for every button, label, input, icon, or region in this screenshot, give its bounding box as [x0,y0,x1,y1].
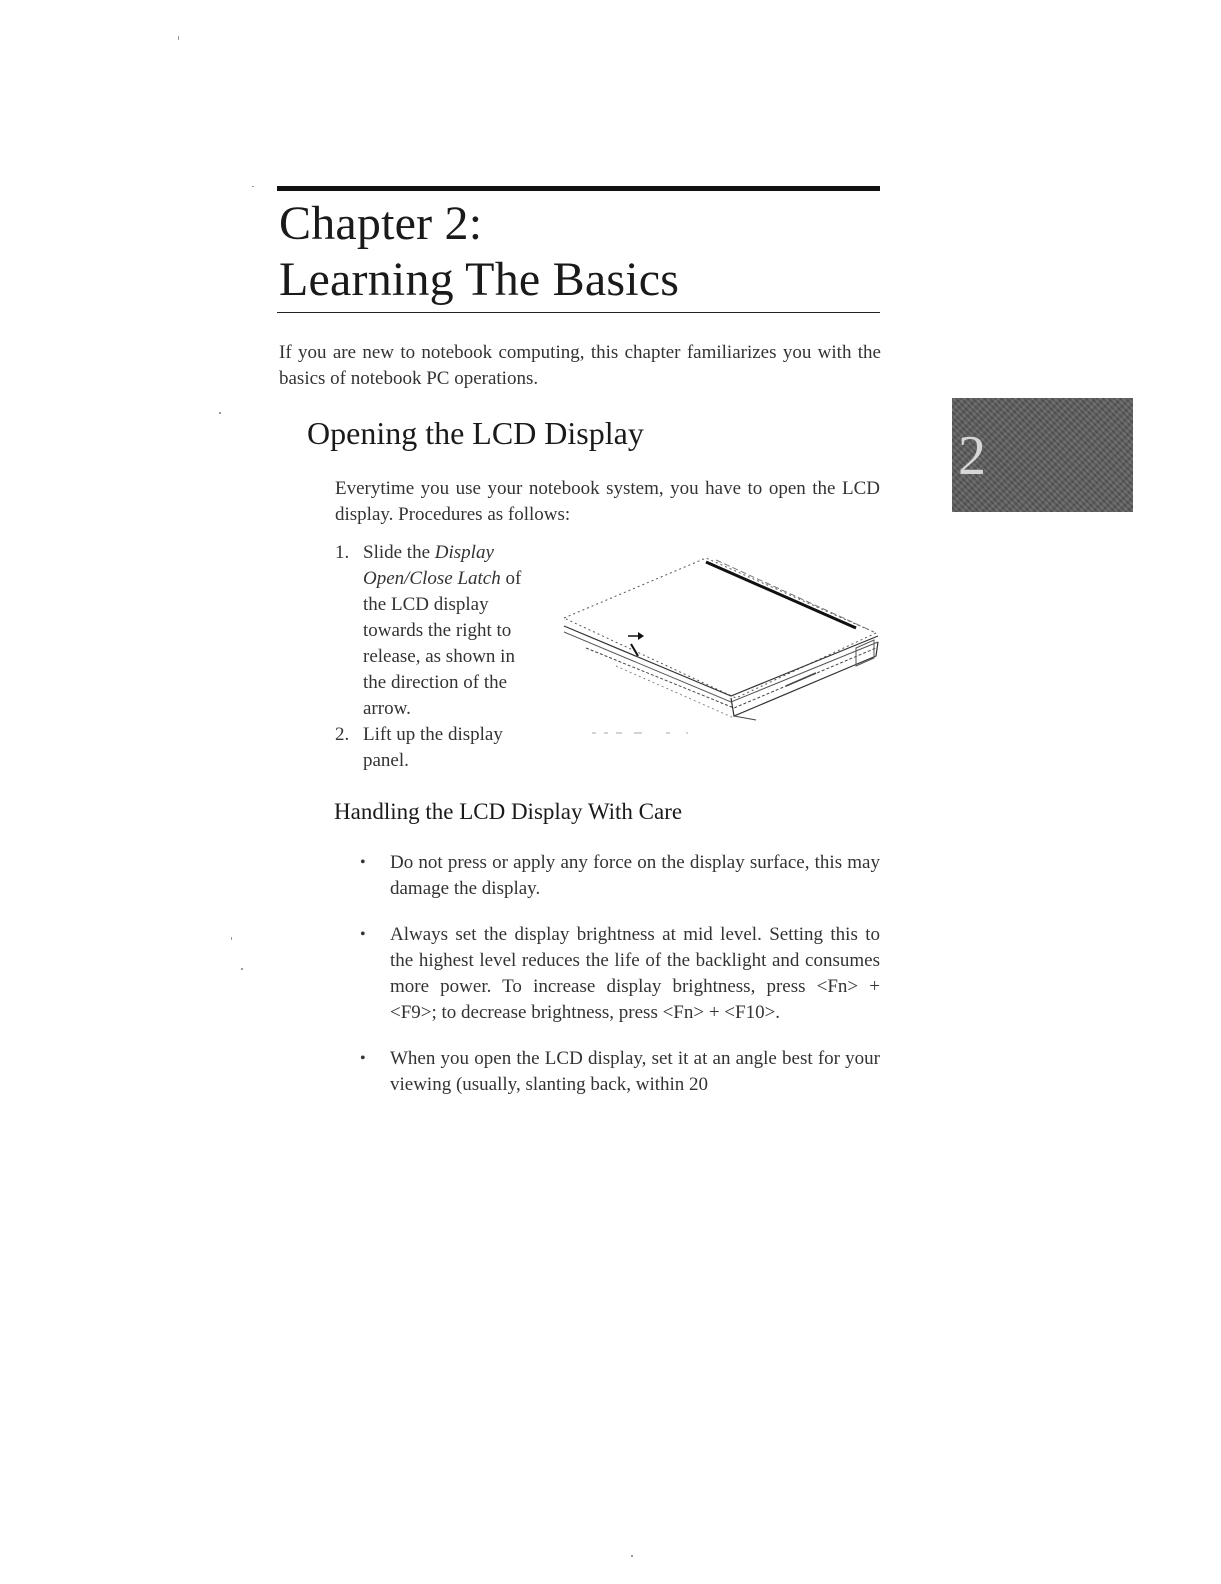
scan-speck [219,412,221,414]
bullet-text: Do not press or apply any force on the display surface, this may damage the display. [390,852,880,899]
bullet-icon: • [360,1050,366,1067]
chapter-tab-number: 2 [958,425,986,487]
chapter-bottom-rule [277,312,880,313]
bullet-icon: • [360,854,366,871]
step-2 [335,722,540,774]
step-text [363,540,540,722]
bullet-text: When you open the LCD display, set it at an angle best for your viewing (usually, slanting back, within 20 [390,1048,880,1095]
step-text-post: of the LCD display towards the right to release, as shown in the direction of the arrow. [363,568,522,719]
scan-speck [252,186,254,187]
step-text-pre: Slide the [363,542,435,563]
bullet-item [360,850,880,902]
intro-paragraph: If you are new to notebook computing, this chapter familiarizes you with the basics of notebook PC operations. [279,342,881,389]
bullet-icon: • [360,926,366,943]
chapter-name: Learning The Basics [279,253,680,306]
latch-name: Display Open/Close Latch [363,542,501,589]
section-paragraph: Everytime you use your notebook system, you have to open the LCD display. Procedures as follows: [335,478,880,525]
scan-speck [241,968,243,970]
bullet-text: Always set the display brightness at mid level. Setting this to the highest level reduces the life of the backlight and consumes more power. To increase display brightness, press <Fn> + <F9>; to decrease brightness, press <Fn> + <F10>. [390,924,880,1023]
step-number: 2. [335,724,350,745]
scan-speck [178,36,179,40]
step-text: Lift up the display panel. [363,724,503,771]
section-title: Opening the LCD Display [307,415,644,451]
scan-speck [631,1555,633,1557]
bullet-item [360,922,880,1026]
steps-list [335,540,540,774]
step-number: 1. [335,542,350,563]
subsection-title: Handling the LCD Display With Care [334,799,683,824]
bullet-item [360,1046,880,1098]
chapter-number: Chapter 2: [279,197,483,250]
step-1 [335,540,540,722]
chapter-top-rule [277,186,880,191]
scan-speck [231,937,232,940]
notebook-latch-illustration-icon [556,548,896,748]
chapter-title [279,196,879,308]
care-bullets [360,850,880,1118]
